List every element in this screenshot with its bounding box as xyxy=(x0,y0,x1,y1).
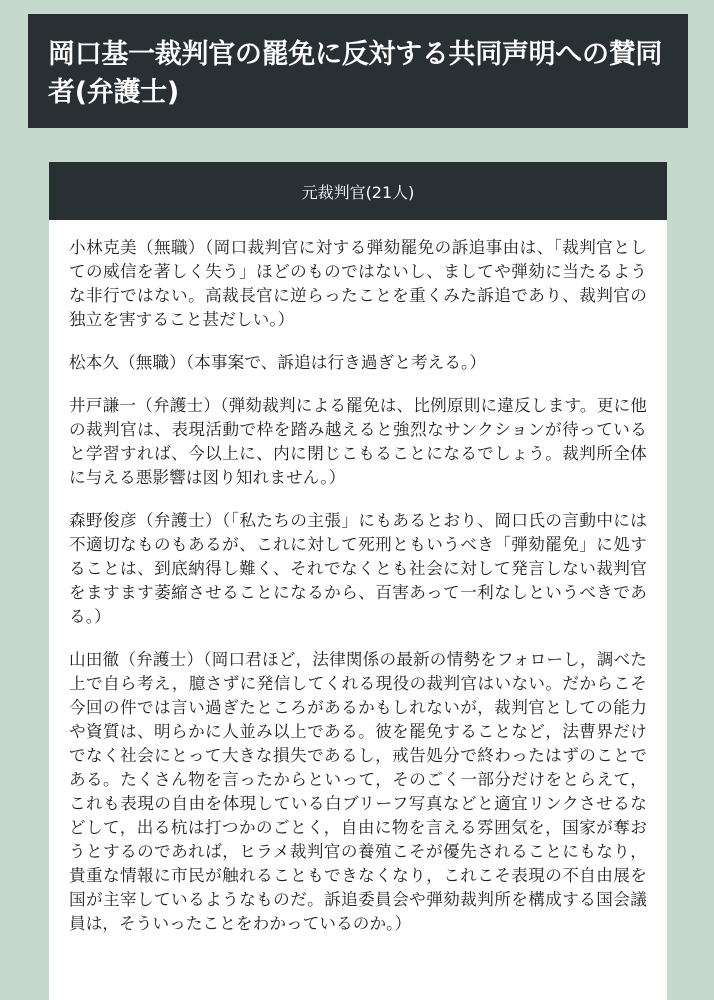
section-title: 元裁判官(21人) xyxy=(301,182,415,202)
supporter-name: 森野俊彦（弁護士） xyxy=(69,511,222,530)
list-item xyxy=(69,236,647,332)
supporters-card xyxy=(49,162,667,1000)
supporter-name: 山田徹（弁護士） xyxy=(69,650,204,669)
supporter-comment: （「私たちの主張」にもあるとおり、岡口氏の言動中には不適切なものもあるが、これに対して死刑ともいうべき「弾劾罷免」に処することは、到底納得し難く、それでなくとも社会に対して発言しない裁判官をますます萎縮させることになるから、百害あって一利なしというべきである。） xyxy=(69,511,648,626)
page-title: 岡口基一裁判官の罷免に反対する共同声明への賛同者(弁護士) xyxy=(48,39,663,108)
list-item xyxy=(69,648,647,936)
supporter-name: 井戸謙一（弁護士） xyxy=(69,396,221,415)
supporter-name: 小林克美（無職） xyxy=(69,238,205,257)
section-header xyxy=(49,162,667,220)
supporter-comment: （岡口君ほど，法律関係の最新の情勢をフォローし，調べた上で自ら考え，臆さずに発信してくれる現役の裁判官はいない。だからこそ今回の件では言い過ぎたところがあるかもしれないが，裁判官としての能力や資質は、明らかに人並み以上である。彼を罷免することなど，法曹界だけでなく社会にとって大きな損失であるし，戒告処分で終わったはずのことである。たくさん物を言ったからといって，そのごく一部分だけをとらえて，これも表現の自由を体現している白ブリーフ写真などと適宜リンクさせるなどして，出る杭は打つかのごとく，自由に物を言える雰囲気を，国家が奪おうとするのであれば，ヒラメ裁判官の養殖こそが優先されることにもなり，貴重な情報に市民が触れることもできなくなり，これこそ表現の不自由展を国が主宰しているようなものだ。訴追委員会や弾劾裁判所を構成する国会議員は，そういったことをわかっているのか。） xyxy=(69,650,647,933)
supporter-comment: （岡口裁判官に対する弾劾罷免の訴追事由は、「裁判官としての威信を著しく失う」ほどのものではないし、ましてや弾劾に当たるような非行ではない。高裁長官に逆らったことを重くみた訴追であり、裁判官の独立を害すること甚だしい。） xyxy=(69,238,647,329)
page-header xyxy=(28,14,688,128)
entry-list xyxy=(49,220,667,936)
supporter-name: 松本久（無職） xyxy=(69,353,186,372)
list-item xyxy=(69,351,647,375)
top-strip xyxy=(28,0,688,14)
supporter-comment: （弾劾裁判による罷免は、比例原則に違反します。更に他の裁判官は、表現活動で枠を踏み越えると強烈なサンクションが待っていると学習すれば、今以上に、内に閉じこもることになるでしょう。裁判所全体に与える悪影響は図り知れません。） xyxy=(69,396,647,487)
supporter-comment: （本事案で、訴追は行き過ぎと考える。） xyxy=(185,353,487,372)
list-item xyxy=(69,394,647,490)
list-item xyxy=(69,509,647,629)
